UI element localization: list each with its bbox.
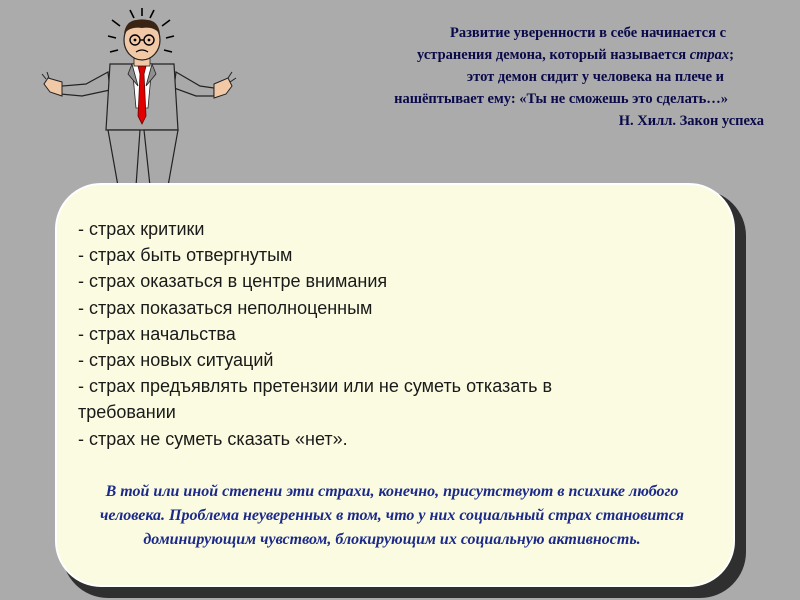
quote-line-part: устранения демона, который называется (417, 47, 690, 63)
fear-item: - страх новых ситуаций (78, 350, 274, 371)
quote-attribution: Н. Хилл. Закон успеха (618, 113, 764, 129)
quote-line: нашёптывает ему: «Ты не сможешь это сделать…» (394, 91, 728, 107)
fear-item-continuation: требовании (78, 402, 176, 423)
quote-line: этот демон сидит у человека на плече и (466, 69, 724, 85)
fear-item: - страх оказаться в центре внимания (78, 271, 388, 292)
quote-emphasis: страх (689, 47, 730, 63)
fear-list (78, 216, 678, 452)
confused-businessman-illustration (38, 8, 238, 208)
confused-businessman-icon (38, 8, 238, 208)
quote-line (304, 44, 764, 66)
fear-item: - страх критики (78, 219, 205, 239)
conclusion-text: В той или иной степени эти страхи, конечно, присутствуют в психике любого человека. Проблема неуверенных в том, что у них социальный страх становится доминирующим чувством, блокирующим их социальную активность. (99, 483, 685, 548)
fear-item: - страх показаться неполноценным (78, 297, 373, 318)
quote-line-part: ; (729, 47, 734, 63)
fear-item: - страх не суметь сказать «нет». (78, 428, 348, 449)
quote-line: Развитие уверенности в себе начинается с (449, 25, 726, 41)
fear-item: - страх предъявлять претензии или не суметь отказать в (78, 376, 553, 397)
fear-item: - страх начальства (78, 323, 236, 344)
fear-item: - страх быть отвергнутым (78, 245, 293, 266)
quote-block (304, 22, 764, 132)
